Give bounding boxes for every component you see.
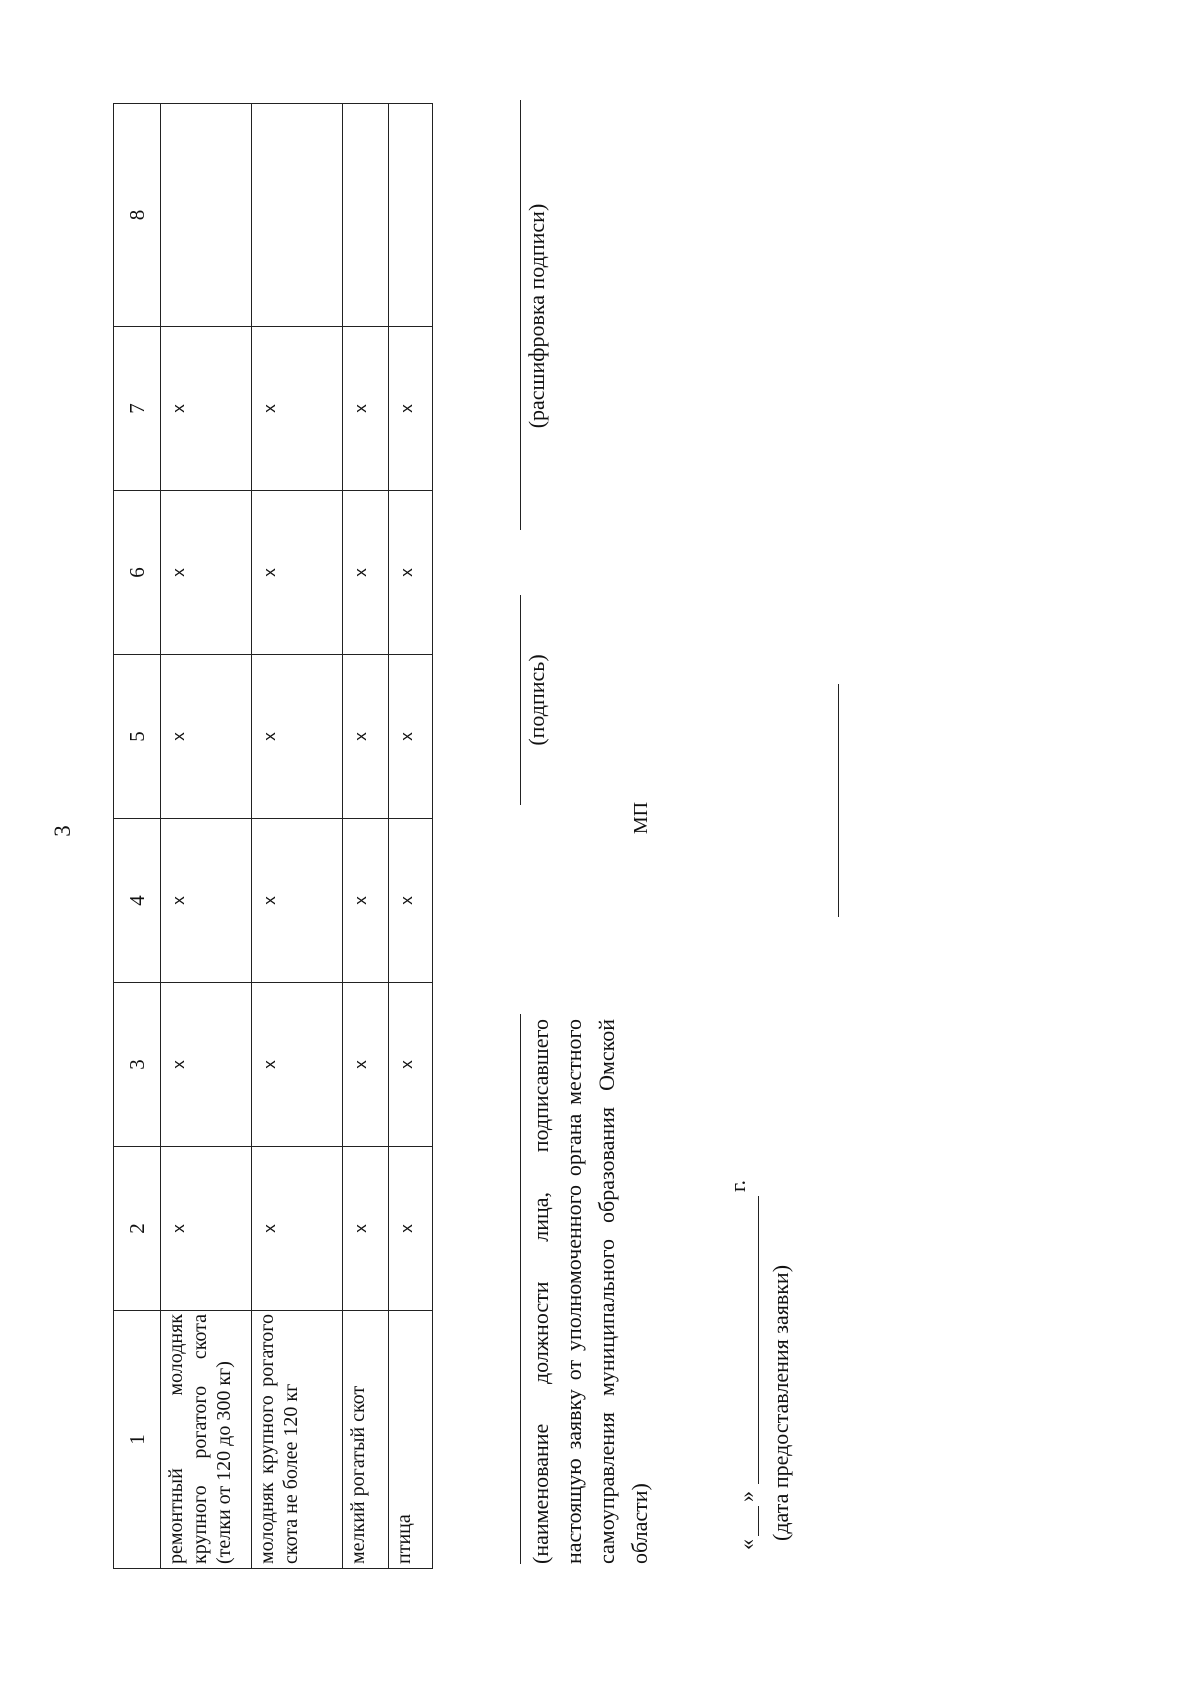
animal-category-cell: молодняк крупного рогатого скота не более 120 кг [252,1311,343,1569]
position-caption: (наименование должности лица, подписавшего настоящую заявку от уполномоченного органа местного самоуправления муниципального образования Омской области) [528,1019,652,1564]
date-open-quote: « [734,1539,759,1550]
value-cell: х [389,819,433,983]
column-header: 6 [114,491,161,655]
extra-signature-line [838,684,839,917]
day-line [758,1506,759,1536]
decode-line [520,100,521,530]
value-cell [389,104,433,327]
value-cell: х [252,655,343,819]
date-row [725,1130,764,1550]
column-header: 7 [114,327,161,491]
animal-category-cell: ремонтный молодняк крупного рогатого скота (телки от 120 до 300 кг) [161,1311,252,1569]
value-cell: х [161,491,252,655]
value-cell [252,104,343,327]
animal-category-cell: птица [389,1311,433,1569]
page-number: 3 [50,825,75,837]
value-cell: х [389,983,433,1147]
value-cell: х [343,655,389,819]
value-cell: х [343,1147,389,1311]
signature-line [520,595,521,805]
position-line [520,1014,521,1564]
value-cell: х [343,491,389,655]
table-row [161,104,252,1569]
value-cell: х [389,327,433,491]
column-header: 4 [114,819,161,983]
column-header: 2 [114,1147,161,1311]
value-cell: х [252,1147,343,1311]
value-cell: х [252,819,343,983]
value-cell: х [161,327,252,491]
livestock-table [113,103,433,1569]
column-header: 1 [114,1311,161,1569]
value-cell: х [343,819,389,983]
animal-category-cell: мелкий рогатый скот [343,1311,389,1569]
column-header: 5 [114,655,161,819]
value-cell: х [252,491,343,655]
value-cell [161,104,252,327]
decode-caption: (расшифровка подписи) [524,203,549,429]
value-cell: х [389,491,433,655]
value-cell: х [389,1147,433,1311]
signature-caption: (подпись) [524,654,549,746]
table-row [389,104,433,1569]
value-cell: х [252,983,343,1147]
value-cell: х [343,983,389,1147]
value-cell [343,104,389,327]
value-cell: х [161,1147,252,1311]
value-cell: х [161,983,252,1147]
table-header-row [114,104,161,1569]
table-row [343,104,389,1569]
stamp-label: МП [630,801,652,835]
value-cell: х [161,819,252,983]
date-caption: (дата предоставления заявки) [768,1264,793,1541]
value-cell: х [343,327,389,491]
table-row [252,104,343,1569]
year-suffix: г. [725,1179,750,1192]
month-line [758,1196,759,1484]
value-cell: х [161,655,252,819]
value-cell: х [252,327,343,491]
value-cell: х [389,655,433,819]
column-header: 3 [114,983,161,1147]
column-header: 8 [114,104,161,327]
date-close-quote: » [734,1491,759,1502]
